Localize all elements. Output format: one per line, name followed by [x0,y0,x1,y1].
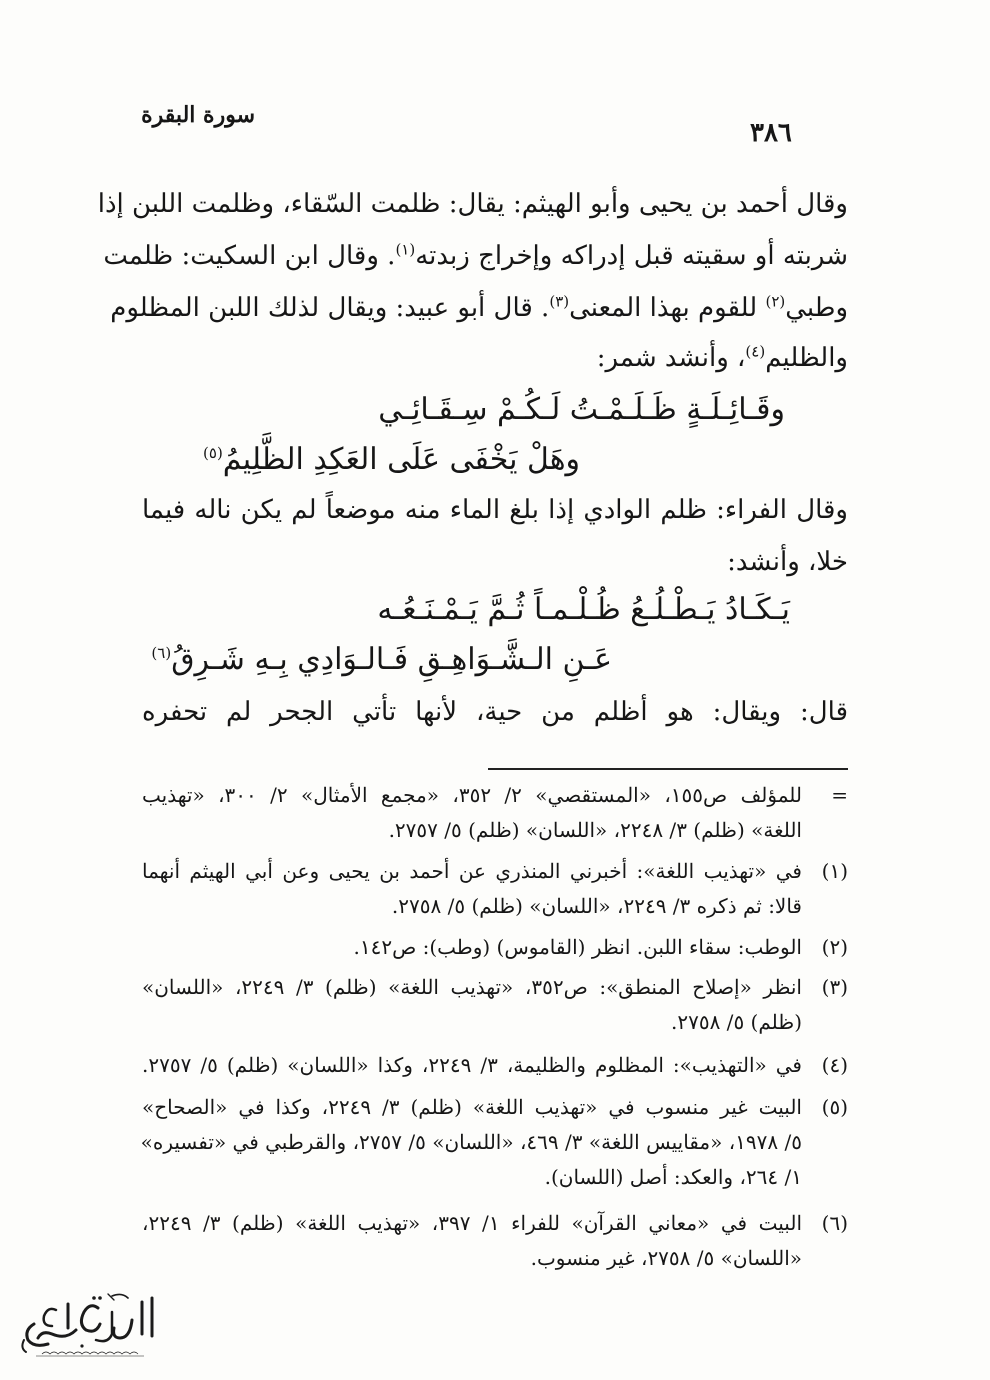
footnote-line: اللغة» (ظلم) ٣/ ٢٢٤٨، «اللسان» (ظلم) ٥/ ٢٧٥٧. [388,818,802,842]
verse-2-hemistich-2 [151,636,612,684]
verse-2-hemistich-1: يَـكَـادُ يَـطْـلُـعُ ظُـلْـمـاً ثُـمَّ يَـمْـنَـعُـه [377,592,790,627]
footnote-6 [142,1206,848,1276]
footnote-line: في «تهذيب اللغة»: أخبرني المنذري عن أحمد بن يحيى وعن أبي الهيثم أنهما [142,859,802,883]
body-text: وطبي [785,293,848,323]
body-text: . قال أبو عبيد: ويقال لذلك اللبن المظلوم [110,293,550,323]
footnote-line: انظر «إصلاح المنطق»: ص٣٥٢، «تهذيب اللغة» (ظلم) ٣/ ٢٢٤٩، «اللسان» [142,975,802,999]
footnote-line: ٥/ ١٩٧٨، «مقاييس اللغة» ٣/ ٤٦٩، «اللسان» ٥/ ٢٧٥٧، والقرطبي في «تفسيره» [140,1130,802,1154]
footnote-ref-5: (٥) [203,444,223,462]
footnote-5 [142,1090,848,1195]
verse-1-hemistich-1: وقَـائِـلَـةٍ ظَـلَـمْـتُ لَـكُـمْ سِـقَـائِـي [378,392,785,427]
verse-text: وهَلْ يَخْفَى عَلَى العَكِدِ الظَّلِيمُ [222,442,580,477]
body-text: والظليم [765,343,848,373]
body-text: . وقال ابن السكيت: ظلمت [103,241,396,271]
footnote-1 [142,854,848,924]
body-line-6: خلا، وأنشد: [727,547,848,577]
footnote-line: ١/ ٢٦٤، والعكد: أصل (اللسان). [544,1165,802,1189]
body-line-5: وقال الفراء: ظلم الوادي إذا بلغ الماء منه موضعاً لم يكن ناله فيما [142,495,848,525]
footnote-line: الوطب: سقاء اللبن. انظر (القاموس) (وطب): ص١٤٢. [353,935,802,959]
footnote-marker: (١) [821,859,848,883]
watermark-logo [12,1290,162,1362]
verse-1-hemistich-2 [203,436,580,484]
footnote-line: للمؤلف ص١٥٥، «المستقصي» ٢/ ٣٥٢، «مجمع الأمثال» ٢/ ٣٠٠، «تهذيب [142,783,802,807]
body-text: ، وأنشد شمر: [596,343,746,373]
footnote-line: في «التهذيب»: المظلوم والظليمة، ٣/ ٢٢٤٩، وكذا «اللسان» (ظلم) ٥/ ٢٧٥٧. [142,1053,802,1077]
body-line-2 [103,236,848,276]
footnote-marker: (٥) [821,1095,848,1119]
footnote-marker: (٢) [821,935,848,959]
body-line-7: قال: ويقال: هو أظلم من حية، لأنها تأتي الجحر لم تحفره [142,697,848,727]
footnote-ref-3: (٣) [549,292,570,311]
body-line-3 [110,288,848,328]
verse-text: عَـنِ الـشَّـوَاهِـقِ فَـالـوَادِي بِـهِ شَـرِقُ [171,642,612,677]
footnote-4 [142,1048,848,1083]
footnote-line: «اللسان» ٥/ ٢٧٥٨، غير منسوب. [530,1246,802,1270]
footnote-ref-4: (٤) [745,342,766,361]
footnote-marker: (٣) [821,975,848,999]
footnote-line: البيت في «معاني القرآن» للفراء ١/ ٣٩٧، «تهذيب اللغة» (ظلم) ٣/ ٢٢٤٩، [142,1211,802,1235]
footnote-divider [488,768,848,770]
running-header-title: سورة البقرة [141,102,255,128]
footnote-marker: (٤) [821,1053,848,1077]
body-line-1: وقال أحمد بن يحيى وأبو الهيثم: يقال: ظلمت السّقاء، وظلمت اللبن إذا [97,189,848,219]
page-number: ٣٨٦ [750,118,792,148]
footnote-ref-6: (٦) [151,644,172,662]
footnote-line: (ظلم) ٥/ ٢٧٥٨. [671,1010,802,1034]
footnote-ref-2: (٢) [765,292,786,311]
footnote-line: قالا: ثم ذكره ٣/ ٢٢٤٩، «اللسان» (ظلم) ٥/ ٢٧٥٨. [391,894,802,918]
body-text: للقوم بهذا المعنى [569,293,766,323]
body-text: شربته أو سقيته قبل إدراكه وإخراج زبدته [415,241,848,271]
footnote-continued [142,778,848,848]
footnote-ref-1: (١) [395,240,416,259]
footnote-2 [142,930,848,965]
footnote-marker: = [831,783,848,807]
body-line-4 [142,338,848,378]
watermark-calligraphy-icon [12,1290,162,1362]
footnote-line: البيت غير منسوب في «تهذيب اللغة» (ظلم) ٣/ ٢٢٤٩، وكذا في «الصحاح» [142,1095,802,1119]
footnote-marker: (٦) [821,1211,848,1235]
footnote-3 [142,970,848,1040]
